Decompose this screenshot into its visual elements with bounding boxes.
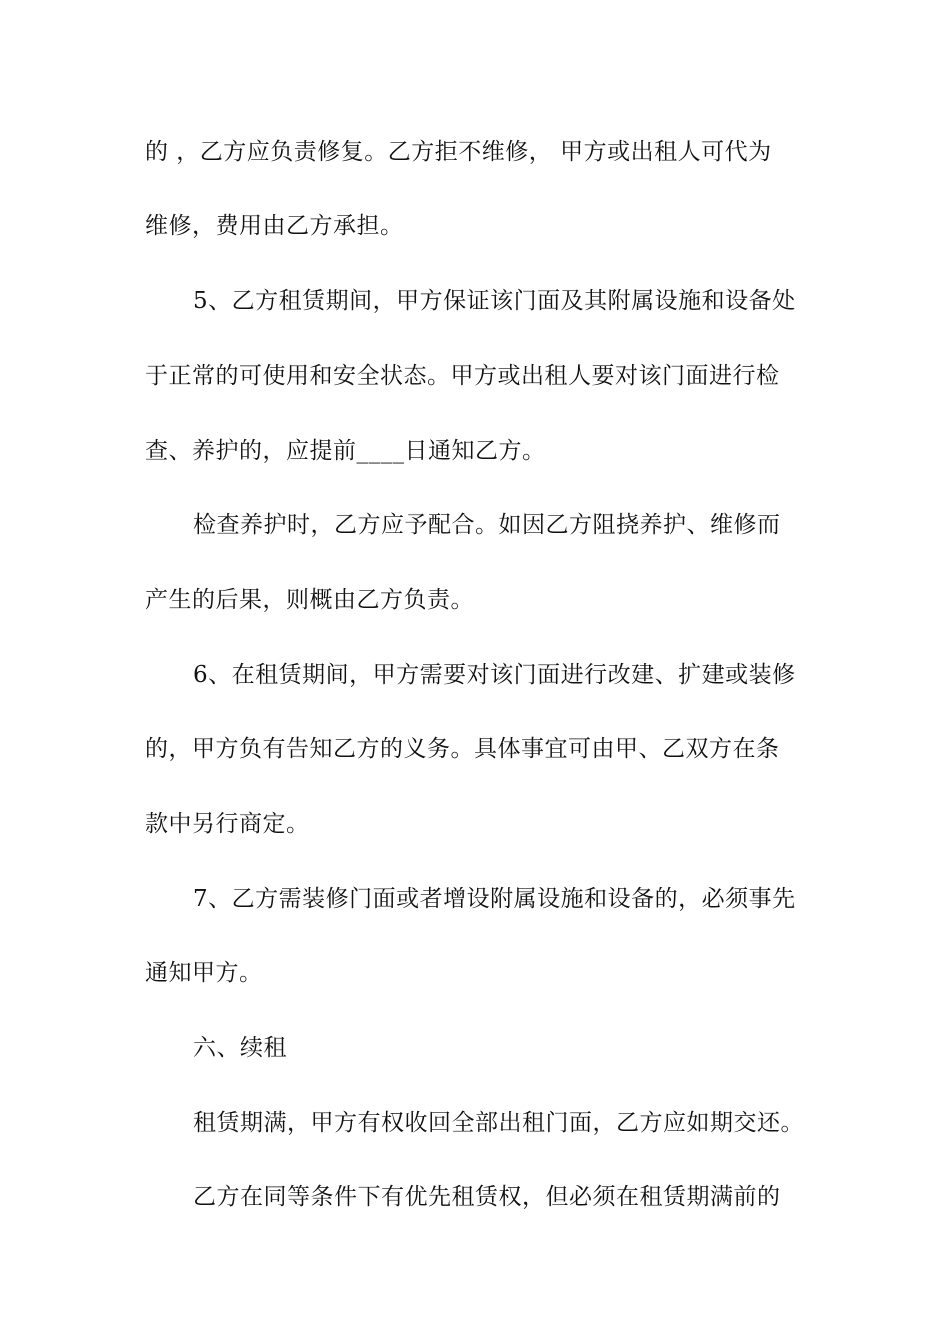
text-line: 通知甲方。 [145,960,263,986]
text-line: 乙方在同等条件下有优先租赁权，但必须在租赁期满前的 [193,1184,781,1210]
text-line: 维修，费用由乙方承担。 [145,213,404,239]
text-line: 租赁期满，甲方有权收回全部出租门面，乙方应如期交还。 [193,1110,804,1136]
paragraph-7-line: 7、乙方需装修门面或者增设附属设施和设备的，必须事先 [193,886,796,912]
paragraph-5-line: 5、乙方租赁期间，甲方保证该门面及其附属设施和设备处 [193,288,796,314]
paragraph-6-line: 6、在租赁期间，甲方需要对该门面进行改建、扩建或装修 [193,662,796,688]
text-line: 于正常的可使用和安全状态。甲方或出租人要对该门面进行检 [145,363,780,389]
text-line: 检查养护时，乙方应予配合。如因乙方阻挠养护、维修而 [193,512,781,538]
text-line: 查、养护的，应提前____日通知乙方。 [145,438,546,464]
text-line: 的，甲方负有告知乙方的义务。具体事宜可由甲、乙双方在条 [145,736,780,762]
text-line: 产生的后果，则概由乙方负责。 [145,587,474,613]
section-heading: 六、续租 [193,1035,287,1061]
text-line: 款中另行商定。 [145,811,310,837]
text-line: 的 ，乙方应负责修复。乙方拒不维修， 甲方或出租人可代为 [145,139,772,165]
